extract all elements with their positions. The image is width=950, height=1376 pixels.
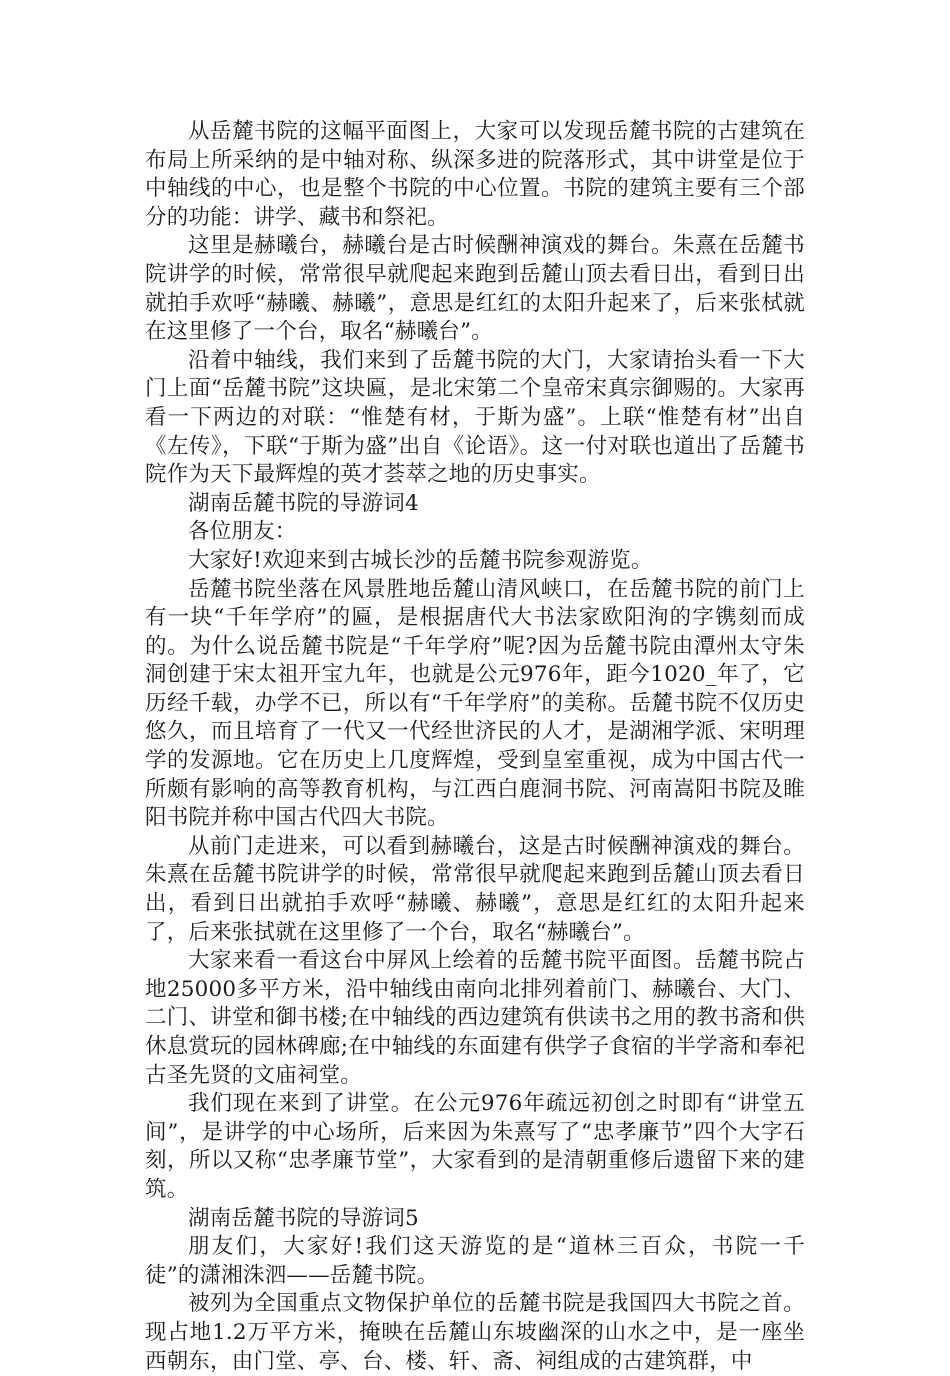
paragraph-greeting-5: 朋友们，大家好!我们这天游览的是“道林三百众，书院一千徒”的潇湘洙泗——岳麓书院。 [145, 1234, 805, 1288]
paragraph-overview-5: 被列为全国重点文物保护单位的岳麓书院是我国四大书院之首。现占地1.2万平方米，掩映在岳麓山东坡幽深的山水之中，是一座坐西朝东，由门堂、亭、台、楼、轩、斋、祠组成的古建筑群，中 [145, 1291, 805, 1374]
section-heading-5: 湖南岳麓书院的导游词5 [188, 1205, 419, 1231]
paragraph-welcome: 大家好!欢迎来到古城长沙的岳麓书院参观游览。 [188, 547, 653, 573]
paragraph-front-gate: 从前门走进来，可以看到赫曦台，这是古时候酬神演戏的舞台。朱熹在岳麓书院讲学的时候，常常很早就爬起来跑到岳麓山顶去看日出，看到日出就拍手欢呼“赫曦、赫曦”，意思是红红的太阳升起来了，后来张拭就在这里修了一个台，取名“赫曦台”。 [145, 833, 805, 945]
paragraph-hexi-platform: 这里是赫曦台，赫曦台是古时候酬神演戏的舞台。朱熹在岳麓书院讲学的时候，常常很早就爬起来跑到岳麓山顶去看日出，看到日出就拍手欢呼“赫曦、赫曦”，意思是红红的太阳升起来了，后来张栻就在这里修了一个台，取名“赫曦台”。 [145, 233, 805, 345]
greeting: 各位朋友： [188, 519, 297, 545]
paragraph-history: 岳麓书院坐落在风景胜地岳麓山清风峡口，在岳麓书院的前门上有一块“千年学府”的匾，是根据唐代大书法家欧阳洵的字镌刻而成的。为什么说岳麓书院是“千年学府”呢?因为岳麓书院由潭州太守朱洞创建于宋太祖开宝九年，也就是公元976年，距今1020_年了，它历经千载，办学不已，所以有“千年学府”的美称。岳麓书院不仅历史悠久，而且培育了一代又一代经世济民的人才，是湖湘学派、宋明理学的发源地。它在历史上几度辉煌，受到皇室重视，成为中国古代一所颇有影响的高等教育机构，与江西白鹿洞书院、河南嵩阳书院及睢阳书院并称中国古代四大书院。 [145, 576, 805, 831]
section-heading-4: 湖南岳麓书院的导游词4 [188, 490, 419, 516]
document-body [145, 118, 805, 1376]
paragraph-layout-intro: 从岳麓书院的这幅平面图上，大家可以发现岳麓书院的古建筑在布局上所采纳的是中轴对称、纵深多进的院落形式，其中讲堂是位于中轴线的中心，也是整个书院的中心位置。书院的建筑主要有三个部分的功能：讲学、藏书和祭祀。 [145, 119, 805, 230]
paragraph-lecture-hall: 我们现在来到了讲堂。在公元976年疏远初创之时即有“讲堂五间”，是讲学的中心场所，后来因为朱熹写了“忠孝廉节”四个大字石刻，所以又称“忠孝廉节堂”，大家看到的是清朝重修后遗留下来的建筑。 [145, 1091, 805, 1202]
paragraph-main-gate: 沿着中轴线，我们来到了岳麓书院的大门，大家请抬头看一下大门上面“岳麓书院”这块匾，是北宋第二个皇帝宋真宗御赐的。大家再看一下两边的对联：“惟楚有材，于斯为盛”。上联“惟楚有材”出自《左传》，下联“于斯为盛”出自《论语》。这一付对联也道出了岳麓书院作为天下最辉煌的英才荟萃之地的历史事实。 [145, 347, 805, 488]
paragraph-floor-plan: 大家来看一看这台中屏风上绘着的岳麓书院平面图。岳麓书院占地25000多平方米，沿中轴线由南向北排列着前门、赫曦台、大门、二门、讲堂和御书楼;在中轴线的西边建筑有供读书之用的教书斋和供休息赏玩的园林碑廊;在中轴线的东面建有供学子食宿的半学斋和奉祀古圣先贤的文庙祠堂。 [145, 948, 805, 1088]
